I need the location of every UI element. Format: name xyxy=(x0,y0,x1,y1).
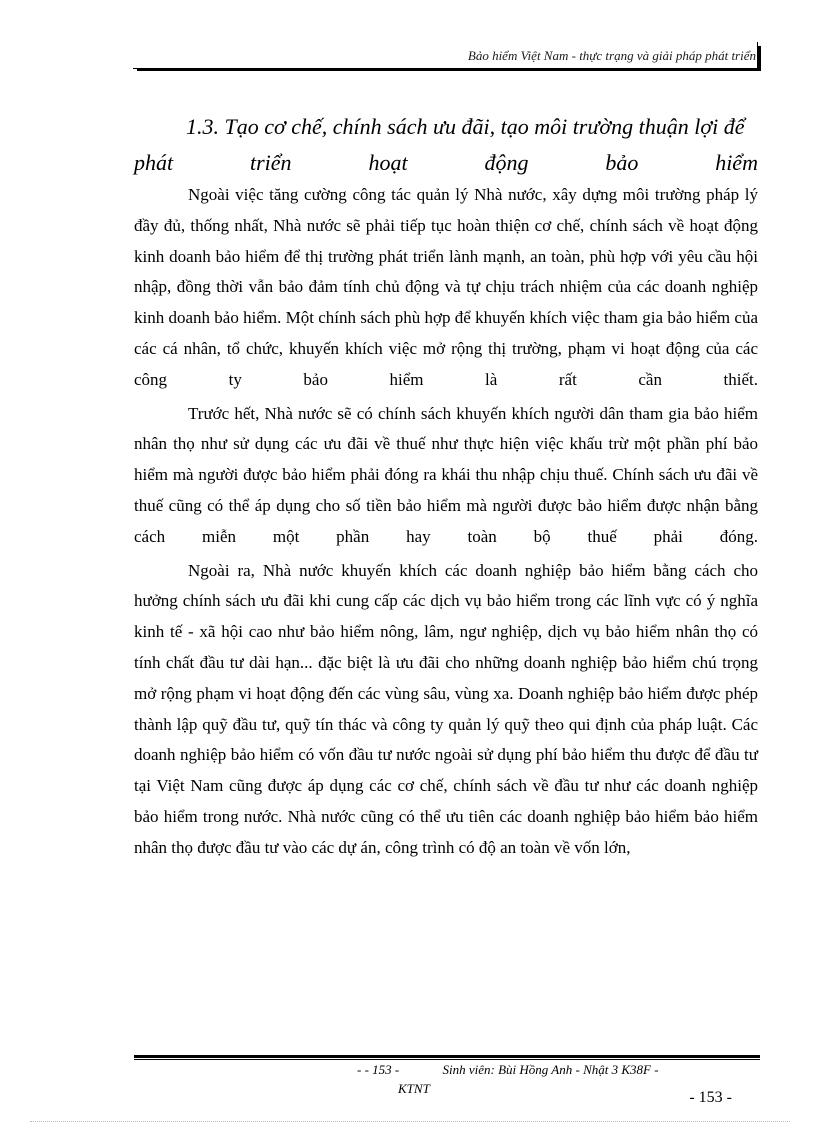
heading-word: động xyxy=(484,150,529,175)
section-heading-line1: 1.3. Tạo cơ chế, chính sách ưu đãi, tạo môi trường thuận lợi để xyxy=(186,114,745,139)
footer-info xyxy=(357,1062,659,1078)
page-number: - 153 - xyxy=(689,1089,732,1106)
paragraph: Ngoài việc tăng cường công tác quản lý Nhà nước, xây dựng môi trường pháp lý đầy đủ, thống nhất, Nhà nước sẽ phải tiếp tục hoàn thiện cơ chế, chính sách về hoạt động kinh doanh bảo hiểm để thị trường phát triển lành mạnh, an toàn, phù hợp với yêu cầu hội nhập, đồng thời vẫn bảo đảm tính chủ động và tự chịu trách nhiệm của các doanh nghiệp kinh doanh bảo hiểm. Một chính sách phù hợp để khuyến khích việc tham gia bảo hiểm của các cá nhân, tổ chức, khuyến khích việc mở rộng thị trường, phạm vi hoạt động của các công ty bảo hiểm là rất cần thiết. xyxy=(134,185,758,389)
footer-rule-thin xyxy=(134,1059,760,1060)
section-heading-line2 xyxy=(134,145,758,181)
running-header: Bảo hiểm Việt Nam - thực trạng và giải pháp phát triển xyxy=(467,48,756,63)
body-text xyxy=(134,180,758,866)
header-shadow-right xyxy=(757,46,761,71)
heading-word: triển xyxy=(250,150,292,175)
header-shadow-bottom xyxy=(137,68,761,71)
footer-page-ref: - - 153 - xyxy=(357,1062,400,1077)
footer-student: Sinh viên: Bùi Hồng Anh - Nhật 3 K38F - xyxy=(442,1062,659,1077)
heading-word: hoạt xyxy=(368,150,408,175)
footer-class-code: KTNT xyxy=(398,1081,430,1096)
page-bottom-divider xyxy=(30,1121,790,1122)
heading-word: bảo xyxy=(605,150,639,175)
heading-word: hiểm xyxy=(715,150,758,175)
footer-rule xyxy=(134,1055,760,1058)
paragraph: Ngoài ra, Nhà nước khuyến khích các doanh nghiệp bảo hiểm bằng cách cho hưởng chính sách ưu đãi khi cung cấp các dịch vụ bảo hiểm trong các lĩnh vực có ý nghĩa kinh tế - xã hội cao như bảo hiểm nông, lâm, ngư nghiệp, dịch vụ bảo hiểm nhân thọ có tính chất đầu tư dài hạn... đặc biệt là ưu đãi cho những doanh nghiệp bảo hiểm chú trọng mở rộng phạm vi hoạt động đến các vùng sâu, vùng xa. Doanh nghiệp bảo hiểm được phép thành lập quỹ đầu tư, quỹ tín thác và công ty quản lý quỹ theo qui định của pháp luật. Các doanh nghiệp bảo hiểm có vốn đầu tư nước ngoài sử dụng phí bảo hiểm thu được để đầu tư tại Việt Nam cũng được áp dụng các cơ chế, chính sách về đầu tư như các doanh nghiệp bảo hiểm trong nước. Nhà nước cũng có thể ưu tiên các doanh nghiệp bảo hiểm bảo hiểm nhân thọ được đầu tư vào các dự án, công trình có độ an toàn về vốn lớn, xyxy=(134,560,758,857)
heading-word: phát xyxy=(134,150,174,175)
paragraph: Trước hết, Nhà nước sẽ có chính sách khuyến khích người dân tham gia bảo hiểm nhân thọ như sử dụng các ưu đãi về thuế như thực hiện việc khấu trừ một phần phí bảo hiểm mà người được bảo hiểm phải đóng ra khái thu nhập chịu thuế. Chính sách ưu đãi về thuế cũng có thể áp dụng cho số tiền bảo hiểm mà người được bảo hiểm được nhận bằng cách miễn một phần hay toàn bộ thuế phải đóng. xyxy=(134,403,758,546)
section-heading xyxy=(134,109,758,181)
